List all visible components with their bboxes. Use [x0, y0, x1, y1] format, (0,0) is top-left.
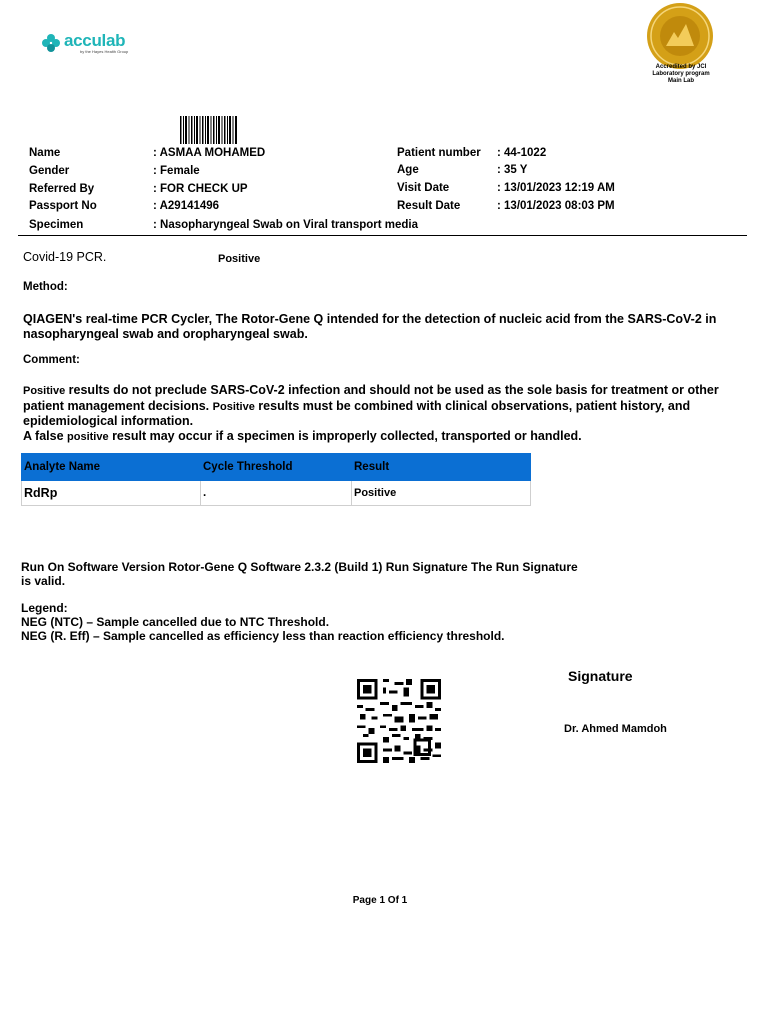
doctor-name: Dr. Ahmed Mamdoh — [564, 723, 667, 735]
accreditation-line: Laboratory program — [652, 71, 710, 77]
legend-item: NEG (NTC) – Sample cancelled due to NTC Threshold. — [21, 615, 330, 629]
test-name: Covid-19 PCR. — [23, 250, 107, 264]
comment-part-3a: A false — [23, 428, 68, 443]
qr-code-icon — [355, 679, 443, 763]
table-header-row — [22, 454, 531, 481]
comment-text — [23, 383, 748, 444]
method-text: QIAGEN's real-time PCR Cycler, The Rotor-Gene Q intended for the detection of nucleic acid from the SARS-CoV-2 in nasopharyngeal swab and oropharyngeal swab. — [23, 312, 717, 341]
legend-label: Legend: — [21, 601, 68, 615]
column-header: Result — [352, 454, 531, 481]
legend — [21, 601, 621, 643]
test-result: Positive — [218, 253, 261, 265]
specimen-value: : Nasopharyngeal Swab on Viral transport media — [153, 219, 418, 231]
passport-label: Passport No — [29, 200, 97, 212]
comment-positive-word: positive — [67, 430, 109, 443]
passport-value: : A29141496 — [153, 200, 220, 212]
result-date-value: : 13/01/2023 08:03 PM — [497, 200, 615, 212]
legend-item: NEG (R. Eff) – Sample cancelled as efficiency less than reaction efficiency threshold. — [21, 629, 505, 643]
comment-positive-word: Positive — [212, 400, 255, 413]
referred-by-label: Referred By — [29, 183, 95, 195]
referred-by-value: : FOR CHECK UP — [153, 183, 248, 195]
lab-logo — [42, 32, 128, 54]
barcode-icon — [180, 116, 238, 144]
table-cell: Positive — [352, 481, 531, 506]
run-line: Run On Software Version Rotor-Gene Q Software 2.3.2 (Build 1) Run Signature The Run Signature — [21, 560, 578, 574]
signature-label: Signature — [568, 668, 633, 684]
logo-mark-icon — [42, 34, 60, 52]
comment-positive-word: Positive — [23, 385, 66, 397]
logo-name: acculab — [64, 31, 126, 50]
name-value: : ASMAA MOHAMED — [153, 147, 266, 159]
age-label: Age — [397, 164, 419, 176]
logo-tagline: by the Hayes Health Group — [80, 49, 129, 54]
age-value: : 35 Y — [497, 164, 528, 176]
page-number: Page 1 Of 1 — [352, 895, 408, 906]
column-header: Analyte Name — [22, 454, 201, 481]
accreditation-caption — [640, 64, 722, 85]
table-cell: . — [201, 481, 352, 506]
table-row — [22, 481, 531, 506]
comment-part-1: results do not preclude SARS-CoV-2 infection and should not be used as the sole basis for treatment or other patient management decisions. — [23, 383, 719, 413]
name-label: Name — [29, 147, 61, 159]
run-info — [21, 560, 621, 588]
gender-label: Gender — [29, 165, 70, 177]
result-date-label: Result Date — [397, 200, 461, 212]
comment-part-2: results must be combined with clinical observations, patient history, and epidemiological information. — [23, 398, 691, 428]
visit-date-value: : 13/01/2023 12:19 AM — [497, 182, 615, 194]
gender-value: : Female — [153, 165, 200, 177]
results-table — [21, 453, 531, 506]
method-label: Method: — [23, 281, 68, 293]
patient-number-label: Patient number — [397, 147, 481, 159]
accreditation-line: Accredited by JCI — [655, 64, 707, 70]
specimen-label: Specimen — [29, 219, 84, 231]
header-divider — [18, 235, 747, 236]
table-cell: RdRp — [22, 481, 201, 506]
comment-part-3b: result may occur if a specimen is improperly collected, transported or handled. — [108, 428, 582, 443]
column-header: Cycle Threshold — [201, 454, 352, 481]
comment-label: Comment: — [23, 354, 80, 366]
visit-date-label: Visit Date — [397, 182, 450, 194]
patient-number-value: : 44-1022 — [497, 147, 547, 159]
accreditation-line: Main Lab — [667, 78, 694, 84]
run-line: is valid. — [21, 574, 66, 588]
